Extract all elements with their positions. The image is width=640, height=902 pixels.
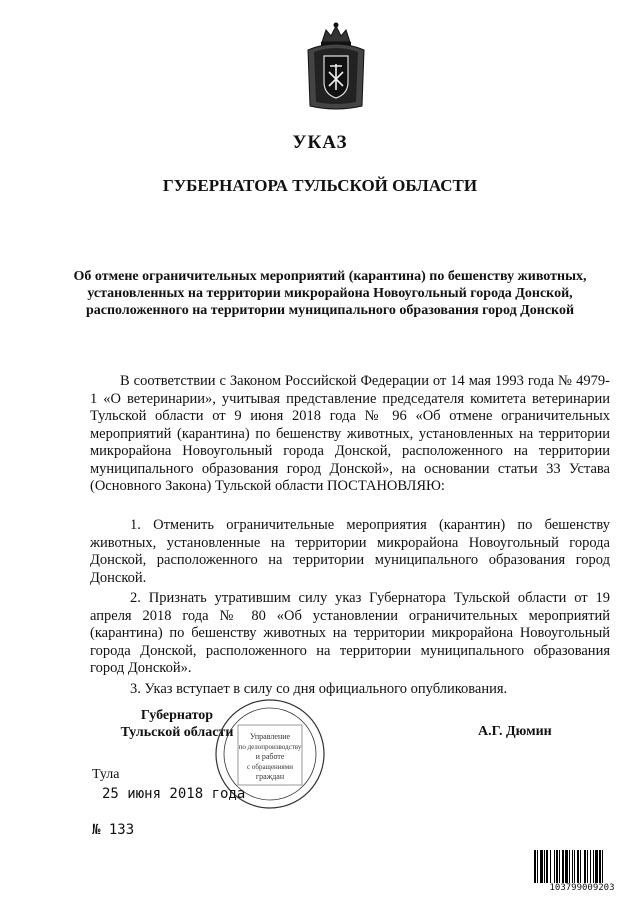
document-title: УКАЗ <box>292 132 348 153</box>
barcode-bar <box>546 850 548 884</box>
barcode-bar <box>595 850 598 884</box>
signatory-position-line2: Тульской области <box>120 725 234 740</box>
issue-date: 25 июня 2018 года <box>102 786 246 802</box>
barcode-bar <box>562 850 564 884</box>
preamble-paragraph: В соответствии с Законом Российской Федерации от 14 мая 1993 года № 4979-1 «О ветеринарии», учитывая представление председателя комитета ветеринарии Тульской области от 9 июня 2018 года № 96 «Об отмене ограничительных мероприятий (карантина) по бешенству животных, установленных на территории микрорайона Новоугольный города Донской, расположенного на территории муниципального образования город Донской», на основании статьи 33 Устава (Основного Закона) Тульской области ПОСТАНОВЛЯЮ: <box>90 373 610 494</box>
barcode-number: 103799009203 <box>532 883 632 893</box>
stamp-line-4: с обращениями <box>247 763 293 771</box>
document-subtitle: ГУБЕРНАТОРА ТУЛЬСКОЙ ОБЛАСТИ <box>162 176 478 195</box>
barcode-bar <box>534 850 536 884</box>
barcode-bar <box>556 850 558 884</box>
barcode-bar <box>580 850 581 884</box>
barcode-bar <box>565 850 568 884</box>
barcode-bar <box>587 850 588 884</box>
barcode-bar <box>577 850 579 884</box>
stamp-line-2: по делопроизводству <box>238 743 302 751</box>
stamp-line-3: и работе <box>255 752 285 761</box>
barcode-bar <box>550 850 551 884</box>
barcode-bar <box>590 850 591 884</box>
barcode-bar <box>599 850 601 884</box>
barcode-bar <box>540 850 543 884</box>
stamp-line-5: граждан <box>255 772 285 781</box>
item-2-paragraph: 2. Признать утратившим силу указ Губернатора Тульской области от 19 апреля 2018 года № 80 «Об установлении ограничительных мероприятий (карантина) по бешенству животных на территории микрорайона Новоугольный города Донской, расположенного на территории муниципального образования город Донской». <box>90 590 610 676</box>
document-number: № 133 <box>92 822 135 838</box>
coat-of-arms-icon <box>300 20 372 112</box>
item-3-paragraph: 3. Указ вступает в силу со дня официального опубликования. <box>130 681 508 697</box>
barcode-bar <box>593 850 594 884</box>
barcode-bar <box>537 850 538 884</box>
barcode-bar <box>544 850 545 884</box>
stamp-line-1: Управление <box>249 732 291 741</box>
barcode-bar <box>574 850 575 884</box>
barcode-bar <box>602 850 603 884</box>
barcode-bar <box>569 850 570 884</box>
issue-city: Тула <box>92 767 120 782</box>
signatory-position-line1: Губернатор <box>140 708 214 723</box>
barcode-bar <box>559 850 560 884</box>
barcode-bar <box>554 850 555 884</box>
barcode-bar <box>584 850 586 884</box>
barcode-bar <box>572 850 573 884</box>
signatory-name: А.Г. Дюмин <box>478 724 552 739</box>
item-1-paragraph: 1. Отменить ограничительные мероприятия (карантин) по бешенству животных, установленные на территории микрорайона Новоугольный города Донской, расположенного на территории муниципального образования город Донской. <box>90 517 610 586</box>
document-subject: Об отмене ограничительных мероприятий (карантина) по бешенству животных, установленных на территории микрорайона Новоугольный города Донской, расположенного на территории муниципального образования город Донской <box>73 269 587 318</box>
